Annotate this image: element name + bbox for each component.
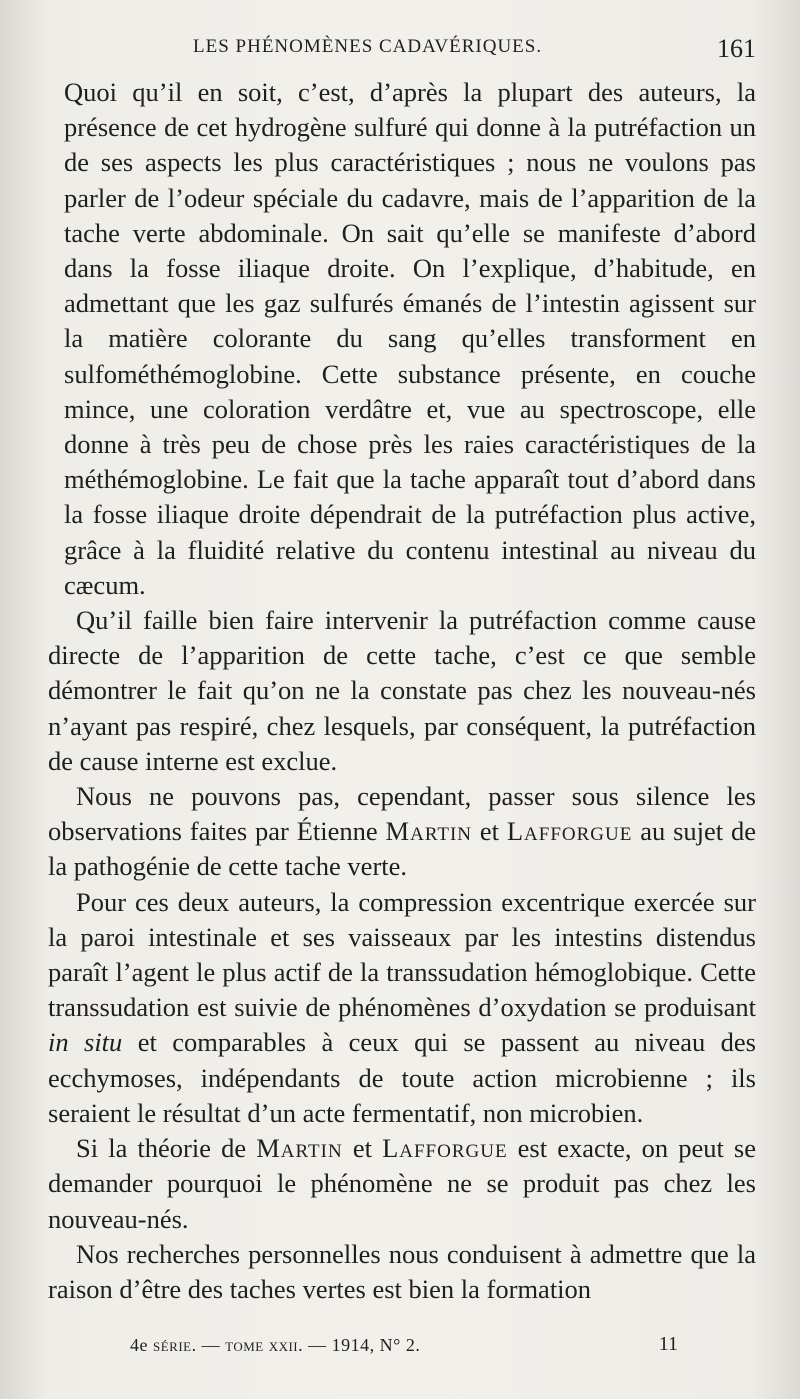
paragraph-1: Quoi qu’il en soit, c’est, d’après la plupart des auteurs, la présence de cet hydrogène sulfuré qui donne à la putréfaction un de ses aspects les plus caractéristiques ; nous ne voulons pas parler de l’odeur spéciale du cadavre, mais de l’apparition de la tache verte abdominale. On sait qu’elle se manifeste d’abord dans la fosse iliaque droite. On l’explique, d’habitude, en admettant que les gaz sulfurés émanés de l’intestin agissent sur la matière colorante du sang qu’elles transforment en sulfométhémoglobine. Cette substance présente, en couche mince, une coloration verdâtre et, vue au spectroscope, elle donne à très peu de chose près les raies caractéristiques de la méthémoglobine. Le fait que la tache apparaît tout d’abord dans la fosse iliaque droite dépendrait de la putréfaction plus active, grâce à la fluidité relative du contenu intestinal au niveau du cæcum. bbox=[64, 77, 756, 600]
author-name-lafforgue: Lafforgue bbox=[506, 816, 633, 847]
paragraph-5-text-a: Si la théorie de bbox=[76, 1133, 257, 1164]
paragraph-6: Nos recherches personnelles nous conduisent à admettre que la raison d’être des taches vertes est bien la formation bbox=[48, 1238, 756, 1304]
page-number: 161 bbox=[717, 34, 756, 63]
paragraph-4-text-b: et comparables à ceux qui se passent au niveau des ecchymoses, indépendants de toute action microbienne ; ils seraient le résultat d’un acte fermentatif, non microbien. bbox=[48, 1027, 756, 1128]
paragraph-3-text-a: Nous ne pouvons pas, cependant, passer sous silence les observations faites par Étienne bbox=[48, 781, 756, 847]
page-header bbox=[48, 36, 760, 66]
paragraph-3 bbox=[48, 779, 756, 885]
paragraph-5-text-c: est exacte, on peut se demander pourquoi le phénomène ne se produit pas chez les nouveau-nés. bbox=[48, 1133, 757, 1234]
running-title: LES PHÉNOMÈNES CADAVÉRIQUES. bbox=[193, 36, 543, 57]
paragraph-3-text-c: au sujet de la pathogénie de cette tache verte. bbox=[48, 816, 757, 882]
latin-phrase: in situ bbox=[48, 1027, 123, 1058]
paragraph-3-text-b: et bbox=[472, 816, 507, 847]
author-name-lafforgue: Lafforgue bbox=[382, 1133, 508, 1164]
paragraph-5 bbox=[48, 1131, 756, 1237]
paragraph-5-text-b: et bbox=[342, 1133, 383, 1164]
body-text bbox=[48, 75, 756, 1307]
paragraph-4-text-a: Pour ces deux auteurs, la compression excentrique exercée sur la paroi intestinale et ses vaisseaux par les intestins distendus paraît l’agent le plus actif de la transsudation hémoglobique. Cette transsudation est suivie de phénomènes d’oxydation se produisant bbox=[48, 886, 756, 1023]
signature-text: série. — tome xxii. — 1914, N° 2. bbox=[153, 1335, 421, 1355]
signature-line bbox=[130, 1335, 420, 1356]
author-name-martin: Martin bbox=[385, 816, 473, 847]
paragraph-2: Qu’il faille bien faire intervenir la putréfaction comme cause directe de l’apparition de cette tache, c’est ce que semble démontrer le fait qu’on ne la constate pas chez les nouveau-nés n’ayant pas respiré, chez lesquels, par conséquent, la putréfaction de cause interne est exclue. bbox=[48, 605, 756, 776]
sheet-number: 11 bbox=[658, 1333, 678, 1355]
series-number: 4e bbox=[130, 1335, 148, 1355]
author-name-martin: Martin bbox=[256, 1133, 343, 1164]
paragraph-4 bbox=[48, 885, 756, 1131]
